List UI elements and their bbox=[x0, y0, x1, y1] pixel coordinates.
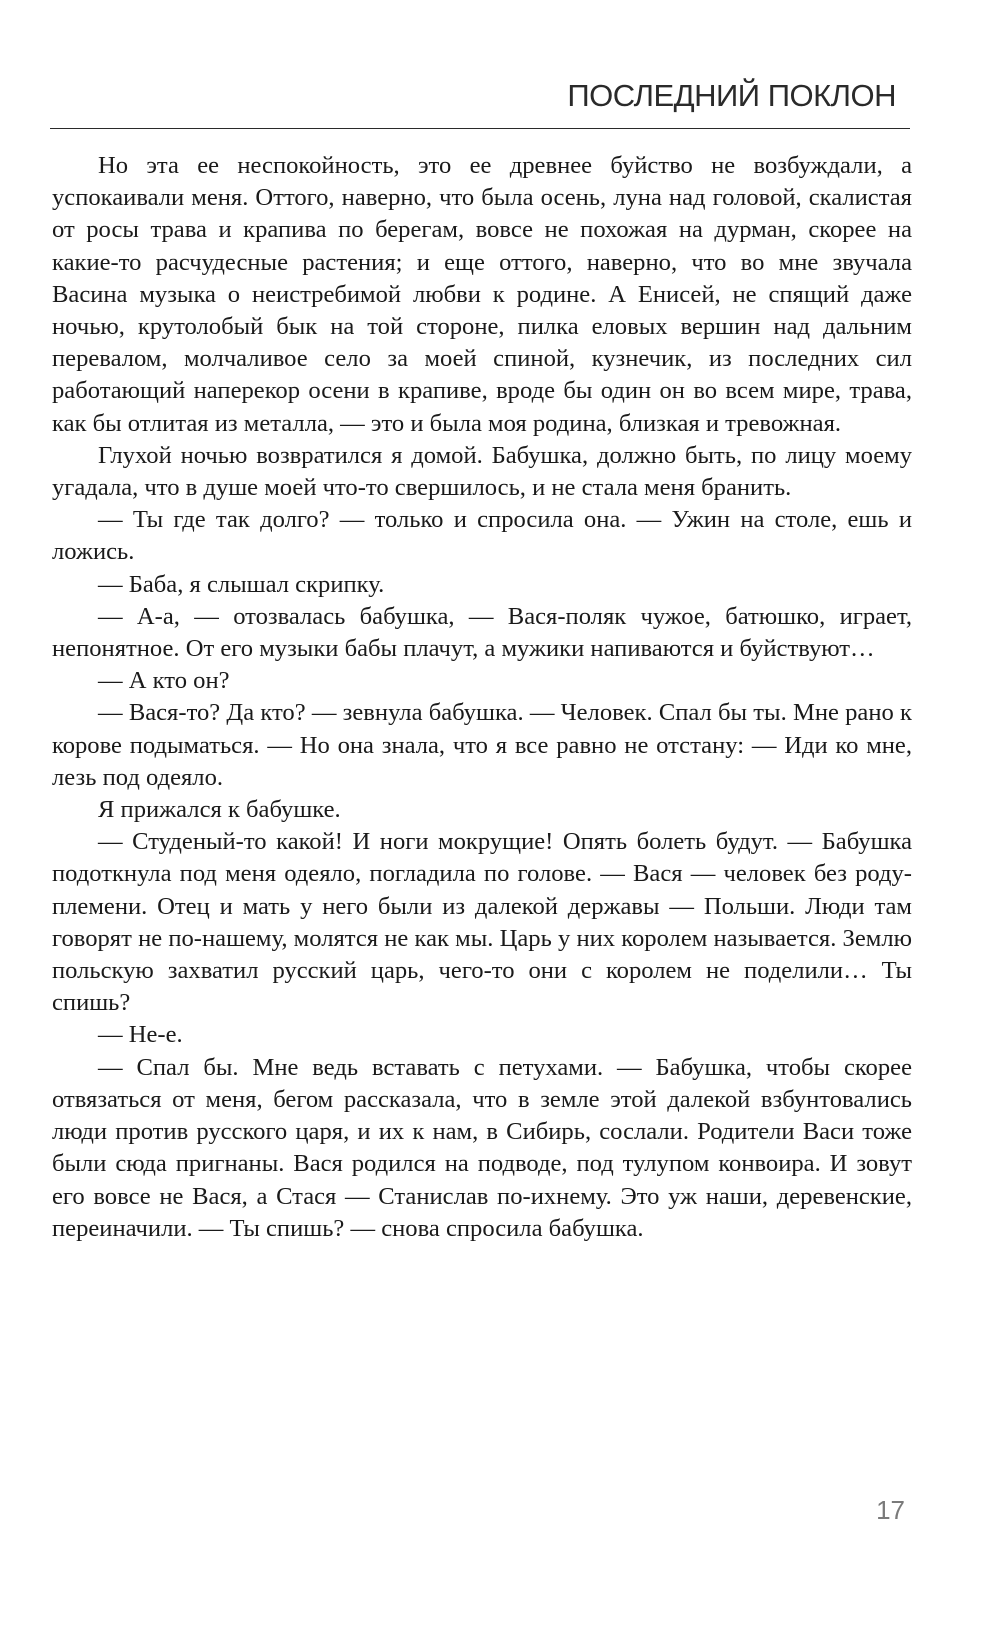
paragraph: — А-а, — отозвалась бабушка, — Вася-поляк чужое, батюшко, играет, непонятное. От его музыки бабы плачут, а мужики напиваются и буйствуют… bbox=[52, 602, 912, 663]
page-number: 17 bbox=[876, 1495, 905, 1525]
paragraph: — А кто он? bbox=[98, 667, 230, 695]
paragraph: Но эта ее неспокойность, это ее древнее буйство не возбуждали, а успокаивали меня. Оттого, наверно, что была осень, луна над головой, скалистая от росы трава и крапива по берегам, вовсе не похожая на дурман, скорее на какие-то расчудесные растения; и еще оттого, наверно, что во мне звучала Васина музыка о неистребимой любви к родине. А Енисей, не спящий даже ночью, крутолобый бык на той стороне, пилка еловых вершин над дальним перевалом, молчаливое село за моей спиной, кузнечик, из последних сил работающий наперекор осени в крапиве, вроде бы один он во всем мире, трава, как бы отлитая из металла, — это и была моя родина, близкая и тревожная. bbox=[52, 152, 912, 437]
paragraph: Я прижался к бабушке. bbox=[98, 796, 341, 824]
running-head bbox=[50, 78, 910, 129]
paragraph: Глухой ночью возвратился я домой. Бабушка, должно быть, по лицу моему угадала, что в душе моей что-то свершилось, и не стала меня бранить. bbox=[52, 441, 912, 502]
paragraph: — Студеный-то какой! И ноги мокрущие! Опять болеть будут. — Бабушка подоткнула под меня одеяло, погладила по голове. — Вася — человек без роду-племени. Отец и мать у него были из далекой державы — Польши. Люди там говорят не по-нашему, молятся не как мы. Царь у них королем называется. Землю польскую захватил русский царь, чего-то они с королем не поделили… Ты спишь? bbox=[52, 828, 912, 1017]
running-title: ПОСЛЕДНИЙ ПОКЛОН bbox=[567, 78, 896, 113]
paragraph: — Ты где так долго? — только и спросила она. — Ужин на столе, ешь и ложись. bbox=[52, 506, 912, 566]
paragraph: — Не-е. bbox=[98, 1021, 183, 1049]
body-text bbox=[52, 150, 912, 1245]
paragraph: — Спал бы. Мне ведь вставать с петухами. — Бабушка, чтобы скорее отвязаться от меня, бегом рассказала, что в земле этой далекой взбунтовались люди против русского царя, и их к нам, в Сибирь, сослали. Родители Васи тоже были сюда пригнаны. Вася родился на подводе, под тулупом конвоира. И зовут его вовсе не Вася, а Стася — Станислав по-ихнему. Это уж наши, деревенские, переиначили. — Ты спишь? — снова спросила бабушка. bbox=[52, 1053, 912, 1242]
paragraph: — Вася-то? Да кто? — зевнула бабушка. — Человек. Спал бы ты. Мне рано к корове подыматься. — Но она знала, что я все равно не отстану: — Иди ко мне, лезь под одеяло. bbox=[52, 699, 912, 791]
paragraph: — Баба, я слышал скрипку. bbox=[98, 570, 385, 598]
